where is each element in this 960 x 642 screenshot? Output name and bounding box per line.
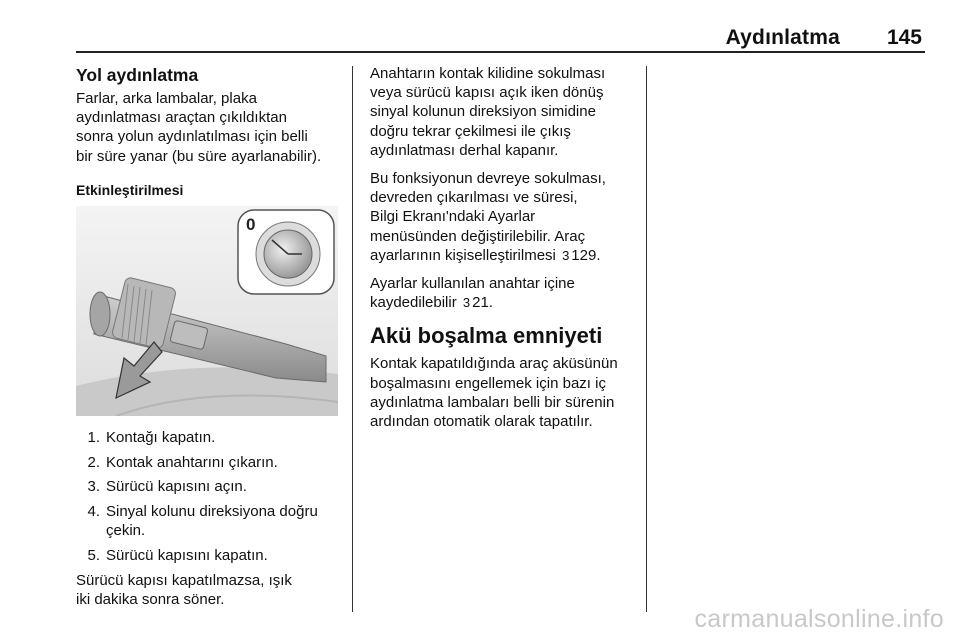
chapter-title: Aydınlatma bbox=[725, 26, 840, 49]
text-line: kaydedilebilir bbox=[370, 294, 457, 312]
text-line: boşalmasını engellemek için bazı iç bbox=[370, 374, 606, 392]
text-line: aydınlatma lambaları belli bir sürenin bbox=[370, 393, 615, 411]
section-title-battery-protection: Akü boşalma emniyeti bbox=[370, 323, 603, 349]
page-reference-icon[interactable]: 3 bbox=[562, 247, 570, 263]
text-line: ayarlarının kişiselleştirilmesi bbox=[370, 246, 556, 264]
text-line: Bilgi Ekranı'ndaki Ayarlar bbox=[370, 208, 536, 226]
paragraph-settings bbox=[370, 169, 640, 265]
text-line: Kontak kapatıldığında araç aküsünün bbox=[370, 355, 618, 373]
column-divider-left bbox=[352, 66, 353, 612]
text-line: Bu fonksiyonun devreye sokulması, bbox=[370, 170, 606, 188]
header-rule bbox=[76, 51, 925, 53]
list-item: 4. Sinyal kolunu direksiyona doğru çekin. bbox=[87, 502, 318, 540]
text-line: aydınlatması derhal kapanır. bbox=[370, 141, 559, 159]
text-line: bir süre yanar (bu süre ayarlanabilir). bbox=[76, 147, 322, 165]
paragraph-key bbox=[370, 274, 640, 312]
page-reference-link[interactable]: 129. bbox=[571, 246, 601, 264]
watermark: carmanualsonline.info bbox=[694, 605, 944, 633]
section-title-road-lighting: Yol aydınlatma bbox=[76, 65, 199, 85]
text-line: iki dakika sonra söner. bbox=[76, 590, 225, 608]
list-item: 3. Sürücü kapısını açın. bbox=[87, 478, 247, 496]
text-line: doğru tekrar çekilmesi ile çıkış bbox=[370, 122, 571, 140]
text-line: Sürücü kapısı kapatılmazsa, ışık bbox=[76, 571, 292, 589]
text-line: ardından otomatik olarak tapatılır. bbox=[370, 413, 593, 431]
list-item: 2. Kontak anahtarını çıkarın. bbox=[87, 453, 278, 471]
text-line: Ayarlar kullanılan anahtar içine bbox=[370, 275, 575, 293]
page-number: 145 bbox=[886, 26, 922, 49]
steps-list bbox=[76, 428, 346, 565]
paragraph-cancel bbox=[370, 64, 640, 160]
text-line: veya sürücü kapısı açık iken dönüş bbox=[370, 84, 604, 102]
text-line: devreden çıkarılması ve süresi, bbox=[370, 189, 578, 207]
text-line: sinyal kolunun direksiyon simidine bbox=[370, 103, 596, 121]
paragraph-battery bbox=[370, 354, 640, 431]
text-line: Farlar, arka lambalar, plaka bbox=[76, 90, 257, 107]
list-item: 5. Sürücü kapısını kapatın. bbox=[87, 546, 268, 564]
page-reference-icon[interactable]: 3 bbox=[462, 295, 471, 311]
text-line: Anahtarın kontak kilidine sokulması bbox=[370, 65, 606, 82]
closing-paragraph bbox=[76, 571, 346, 609]
right-column bbox=[370, 64, 640, 440]
turn-signal-stalk-drawing bbox=[76, 206, 338, 416]
text-line: menüsünden değiştirilebilir. Araç bbox=[370, 227, 586, 245]
page-reference-link[interactable]: 21. bbox=[472, 294, 493, 312]
text-line: aydınlatması araçtan çıkıldıktan bbox=[76, 109, 287, 127]
inset-label: 0 bbox=[246, 214, 256, 234]
list-item: 1. Kontağı kapatın. bbox=[87, 428, 216, 446]
left-column bbox=[76, 64, 346, 618]
subheading-activation: Etkinleştirilmesi bbox=[76, 181, 184, 198]
intro-paragraph bbox=[76, 89, 346, 166]
stalk-illustration bbox=[76, 206, 338, 416]
column-divider-right bbox=[646, 66, 647, 612]
text-line: sonra yolun aydınlatılması için belli bbox=[76, 128, 308, 146]
